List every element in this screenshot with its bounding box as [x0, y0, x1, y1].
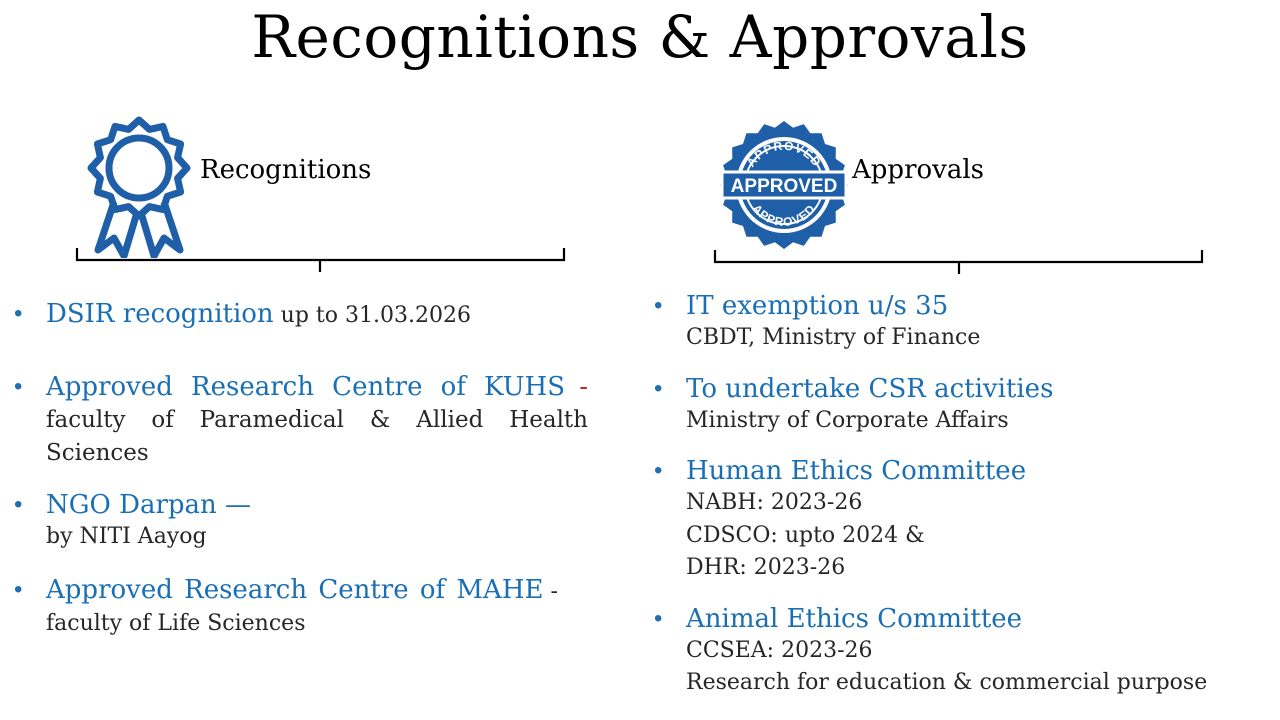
approval-highlight: Human Ethics Committee	[686, 456, 1027, 486]
bullet-icon: •	[14, 575, 23, 603]
approvals-heading: Approvals	[852, 155, 984, 185]
approval-detail: Ministry of Corporate Affairs	[686, 407, 1009, 433]
recognition-detail: faculty of Paramedical & Allied Health Sciences	[46, 407, 588, 466]
list-item	[6, 489, 588, 554]
list-item	[646, 603, 1276, 700]
approvals-brace	[712, 246, 1206, 278]
approval-detail: DHR: 2023-26	[686, 555, 846, 580]
bullet-icon: •	[654, 604, 663, 632]
recognitions-list	[6, 298, 588, 640]
bullet-icon: •	[14, 491, 23, 518]
page-title: Recognitions & Approvals	[251, 3, 1029, 71]
recognitions-heading: Recognitions	[200, 155, 372, 185]
list-item	[6, 574, 588, 641]
list-item	[6, 298, 588, 332]
recognitions-brace	[74, 244, 568, 276]
recognition-detail: by NITI Aayog	[46, 524, 207, 549]
stamp-text-top: APPROVED	[743, 138, 825, 170]
list-item	[646, 373, 1276, 438]
stamp-text-center: APPROVED	[730, 176, 838, 197]
approval-detail: NABH: 2023-26	[686, 490, 863, 515]
bullet-icon: •	[14, 373, 23, 400]
recognition-dash: -	[543, 578, 558, 604]
approval-detail: Research for education & commercial purpose	[686, 670, 1208, 695]
list-item	[646, 290, 1276, 355]
recognition-detail: faculty of Life Sciences	[46, 610, 306, 636]
award-ribbon-icon	[80, 110, 198, 258]
recognition-highlight: Approved Research Centre of MAHE	[46, 574, 544, 605]
recognition-highlight: NGO Darpan —	[46, 490, 252, 520]
approvals-list	[646, 290, 1276, 700]
recognition-highlight: Approved Research Centre of KUHS	[46, 372, 566, 402]
bullet-icon: •	[654, 292, 663, 319]
approval-detail: CDSCO: upto 2024 &	[686, 522, 925, 548]
approval-highlight: IT exemption u/s 35	[686, 291, 949, 321]
approval-detail: CBDT, Ministry of Finance	[686, 325, 981, 350]
bullet-icon: •	[654, 457, 663, 484]
approval-detail: CCSEA: 2023-26	[686, 637, 873, 663]
bullet-icon: •	[14, 300, 23, 327]
approval-highlight: To undertake CSR activities	[686, 373, 1054, 404]
list-item	[6, 371, 588, 469]
approval-highlight: Animal Ethics Committee	[686, 603, 1023, 634]
recognition-highlight: DSIR recognition	[46, 299, 274, 329]
stamp-text-bottom: APPROVED	[749, 201, 819, 230]
approved-stamp-icon	[718, 116, 850, 254]
recognition-dash: -	[565, 372, 588, 402]
recognition-detail: up to 31.03.2026	[273, 303, 471, 328]
list-item	[646, 455, 1276, 585]
bullet-icon: •	[654, 374, 663, 402]
